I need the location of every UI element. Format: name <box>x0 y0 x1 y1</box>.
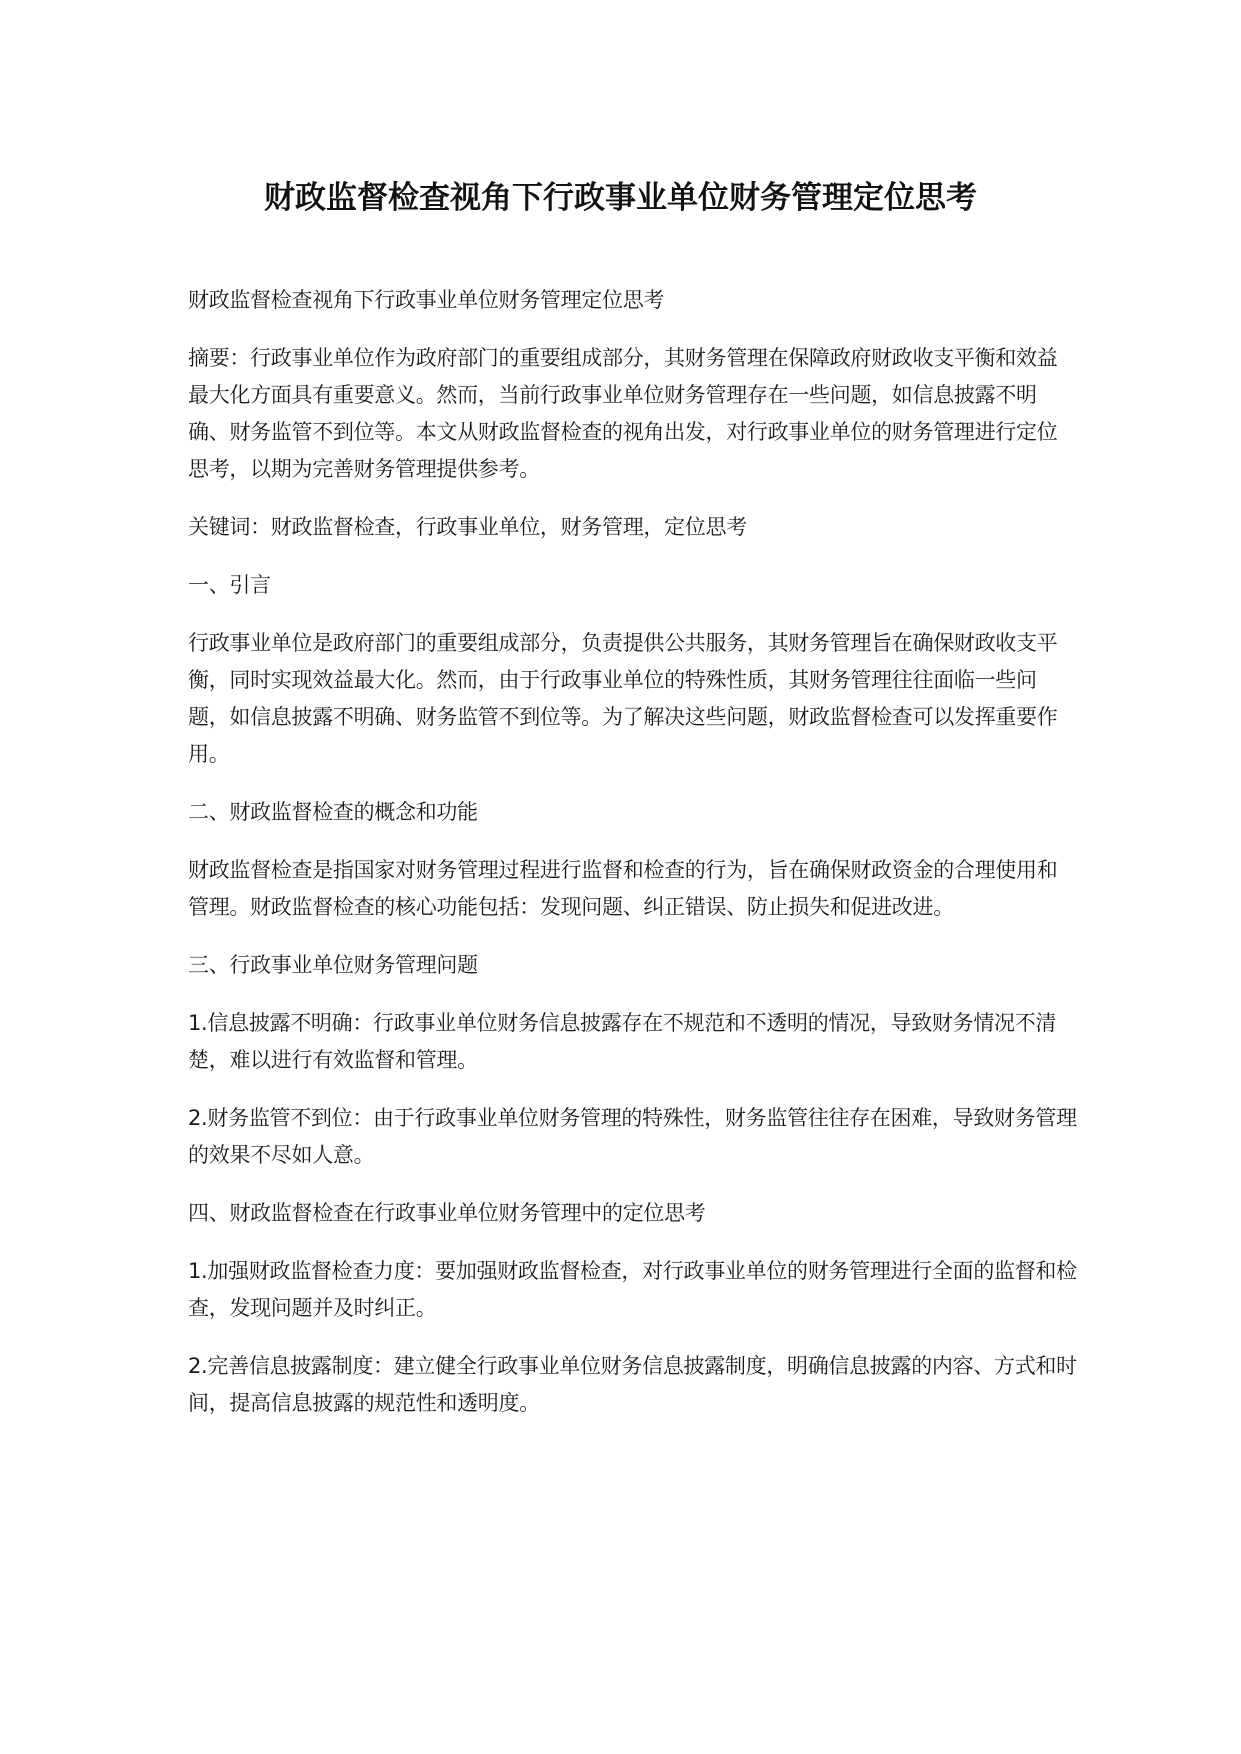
document-body <box>188 282 1078 1443</box>
section-heading-problems: 三、行政事业单位财务管理问题 <box>188 953 478 977</box>
document-title: 财政监督检查视角下行政事业单位财务管理定位思考 <box>264 180 977 216</box>
introduction-paragraph: 行政事业单位是政府部门的重要组成部分，负责提供公共服务，其财务管理旨在确保财政收支平衡，同时实现效益最大化。然而，由于行政事业单位的特殊性质，其财务管理往往面临一些问题，如信息披露不明确、财务监管不到位等。为了解决这些问题，财政监督检查可以发挥重要作用。 <box>188 631 1058 766</box>
subtitle-paragraph: 财政监督检查视角下行政事业单位财务管理定位思考 <box>188 288 665 312</box>
abstract-paragraph: 摘要：行政事业单位作为政府部门的重要组成部分，其财务管理在保障政府财政收支平衡和效益最大化方面具有重要意义。然而，当前行政事业单位财务管理存在一些问题，如信息披露不明确、财务监管不到位等。本文从财政监督检查的视角出发，对行政事业单位的财务管理进行定位思考，以期为完善财务管理提供参考。 <box>188 346 1058 481</box>
section-heading-concept: 二、财政监督检查的概念和功能 <box>188 800 478 824</box>
positioning-item-1: 1.加强财政监督检查力度：要加强财政监督检查，对行政事业单位的财务管理进行全面的监督和检查，发现问题并及时纠正。 <box>188 1259 1077 1320</box>
problem-item-1: 1.信息披露不明确：行政事业单位财务信息披露存在不规范和不透明的情况，导致财务情况不清楚，难以进行有效监督和管理。 <box>188 1011 1057 1072</box>
section-heading-positioning: 四、财政监督检查在行政事业单位财务管理中的定位思考 <box>188 1201 706 1225</box>
positioning-item-2: 2.完善信息披露制度：建立健全行政事业单位财务信息披露制度，明确信息披露的内容、方式和时间，提高信息披露的规范性和透明度。 <box>188 1354 1077 1415</box>
concept-paragraph: 财政监督检查是指国家对财务管理过程进行监督和检查的行为，旨在确保财政资金的合理使用和管理。财政监督检查的核心功能包括：发现问题、纠正错误、防止损失和促进改进。 <box>188 858 1058 919</box>
problem-item-2: 2.财务监管不到位：由于行政事业单位财务管理的特殊性，财务监管往往存在困难，导致财务管理的效果不尽如人意。 <box>188 1106 1077 1167</box>
keywords-paragraph: 关键词：财政监督检查，行政事业单位，财务管理，定位思考 <box>188 515 747 539</box>
section-heading-introduction: 一、引言 <box>188 573 271 597</box>
